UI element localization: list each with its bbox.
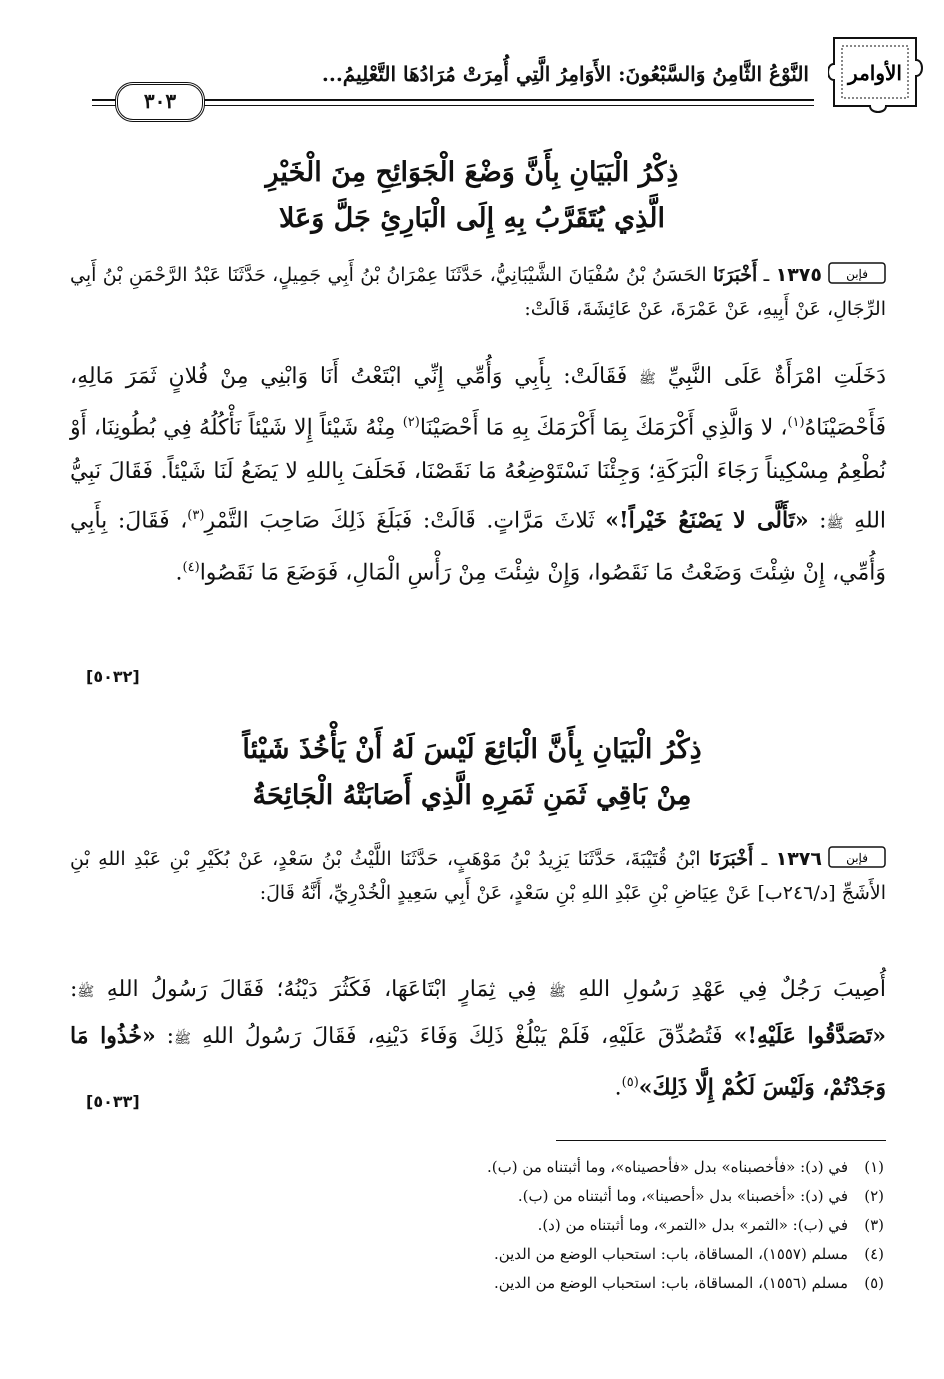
matn-text: . <box>614 1075 622 1101</box>
section-heading <box>80 727 864 819</box>
matn-text: : <box>166 1024 175 1049</box>
footnote <box>364 1240 884 1269</box>
akhbarana: أَخْبَرَنَا <box>708 848 754 870</box>
akhbarana: أَخْبَرَنَا <box>713 264 758 286</box>
salutation: ﷺ <box>77 984 95 1000</box>
matn-text: : <box>70 977 78 1002</box>
isnad-paragraph: فإبن ١٣٧٦ ـ أَخْبَرَنَا ابْنُ قُتَيْبَةَ، حَدَّثَنَا يَزِيدُ بْنُ مَوْهَبٍ، حَدَّثَنَا اللَّيْثُ بْنُ سَعْدٍ، عَنْ بُكَيْرِ بْنِ عَبْدِ اللهِ بْنِ الأَشَجِّ [د/٢٤٦ب] عَنْ عِيَاضِ بْنِ عَبْدِ اللهِ بْنِ سَعْدٍ، عَنْ أَبِي سَعِيدٍ الْخُدْرِيِّ، أَنَّهُ قَالَ: <box>70 842 886 910</box>
matn-paragraph <box>70 968 886 1110</box>
footnote-number: (٣) <box>864 1216 884 1234</box>
heading-line: ذِكْرُ الْبَيَانِ بِأَنَّ وَضْعَ الْجَوَائِحِ مِنَ الْخَيْرِ <box>265 157 679 188</box>
footnote-text: مسلم (١٥٥٦)، المساقاة، باب: استحباب الوضع من الدين. <box>493 1274 848 1292</box>
matn-text: أُصِيبَ رَجُلٌ فِي عَهْدِ رَسُولِ اللهِ <box>578 977 887 1002</box>
footnote-text: في (د): «فأخصبناه» بدل «فأحصيناه»، وما أثبتناه من (ب). <box>486 1158 848 1176</box>
footnote <box>364 1211 884 1240</box>
matn-text: . <box>175 559 183 585</box>
hadith-number: ١٣٧٥ <box>775 264 822 286</box>
chapter-seal-label: الأوامر <box>848 61 902 85</box>
chapter-seal-icon <box>828 30 926 114</box>
footnote-separator <box>556 1140 886 1141</box>
hadith-number: ١٣٧٦ <box>775 848 822 870</box>
hadith-marker-icon <box>828 261 886 285</box>
prophet-quote: «خُذُوا مَا وَجَدْتُمْ، وَلَيْسَ لَكُمْ إِلَّا ذَلِكَ» <box>70 1023 886 1101</box>
matn-text: فَتُصُدِّقَ عَلَيْهِ، فَلَمْ يَبْلُغْ ذَلِكَ وَفَاءَ دَيْنِهِ، فَقَالَ رَسُولُ اللهِ <box>201 1024 723 1049</box>
reference-number: [٥٠٣٣] <box>86 1092 140 1111</box>
matn-text: مِنْهُ شَيْئاً إِلا شَيْئاً نَأْكُلُهُ فِي بُطُونِنَا، أَوْ نُطْعِمُ مِسْكِيناً رَجَاءَ الْبَرَكَةِ؛ وَجِئْنَا نَسْتَوْضِعُهُ مَا نَقَصْنَا، فَحَلَفَ بِاللهِ لا يَضَعُ لَنَا شَيْئاً. فَقَالَ نَبِيُّ اللهِ <box>70 415 887 534</box>
footnote-ref: (٥) <box>621 1075 639 1090</box>
isnad-paragraph: فإبن ١٣٧٥ ـ أَخْبَرَنَا الحَسَنُ بْنُ سُفْيَانَ الشَّيْبَانِيُّ، حَدَّثَنَا عِمْرَانُ بْنُ أَبِي جَمِيلٍ، حَدَّثَنَا عَبْدُ الرَّحْمَنِ بْنُ أَبِي الرِّجَالِ، عَنْ أَبِيهِ، عَنْ عَمْرَةَ، عَنْ عَائِشَةَ، قَالَتْ: <box>70 258 886 326</box>
matn-text: : <box>819 508 827 534</box>
footnotes <box>364 1153 884 1298</box>
reference-number: [٥٠٣٢] <box>86 667 140 686</box>
matn-text: فَقَالَتْ: بِأَبِي وَأُمِّي إِنِّي ابْتَعْتُ أَنَا وَابْنِي مِنْ فُلانٍ ثَمَرَ مَالِهِ، فَأَحْصَيْنَاهُ <box>70 364 887 441</box>
hadith-marker-label: فإبن <box>846 851 868 865</box>
prophet-quote: «تَأَلَّى لا يَصْنَعُ خَيْراً!» <box>605 507 809 534</box>
footnote <box>364 1182 884 1211</box>
matn-paragraph <box>70 355 886 595</box>
footnote-ref: (٤) <box>182 559 200 575</box>
isnad-text: الحَسَنُ بْنُ سُفْيَانَ الشَّيْبَانِيُّ، حَدَّثَنَا عِمْرَانُ بْنُ أَبِي جَمِيلٍ، حَدَّثَنَا عَبْدُ الرَّحْمَنِ بْنُ أَبِي الرِّجَالِ، عَنْ أَبِيهِ، عَنْ عَمْرَةَ، عَنْ عَائِشَةَ، قَالَتْ: <box>70 264 886 320</box>
prophet-quote: «تَصَدَّقُوا عَلَيْهِ!» <box>733 1023 886 1049</box>
footnote <box>364 1153 884 1182</box>
footnote-number: (١) <box>864 1158 884 1176</box>
matn-text: ثَلاثَ مَرَّاتٍ. قَالَتْ: فَبَلَغَ ذَلِكَ صَاحِبَ التَّمْرِ <box>204 508 595 534</box>
footnote-ref: (١) <box>787 415 805 430</box>
matn-text: دَخَلَتِ امْرَأَةٌ عَلَى النَّبِيِّ <box>667 364 886 389</box>
matn-text: ، لا وَالَّذِي أَكْرَمَكَ بِمَا أَكْرَمَكَ بِهِ مَا أَحْصَيْنَا <box>419 415 788 441</box>
puzzle-seal-icon <box>828 30 926 114</box>
salutation: ﷺ <box>639 371 656 387</box>
matn-text: ، فَقَالَ: بِأَبِي وَأُمِّي، إِنْ شِئْتَ وَضَعْتُ مَا نَقَصُوا، وَإِنْ شِئْتَ مِنْ رَأْسِ الْمَالِ، فَوَضَعَ مَا نَقَصُوا <box>70 508 886 585</box>
footnote <box>364 1269 884 1298</box>
hadith-marker-label: فإبن <box>846 267 868 281</box>
footnote-text: في (د): «أخصبنا» بدل «أحصينا»، وما أثبتناه من (ب). <box>517 1187 848 1205</box>
salutation: ﷺ <box>826 515 844 532</box>
isnad-text: ابْنُ قُتَيْبَةَ، حَدَّثَنَا يَزِيدُ بْنُ مَوْهَبٍ، حَدَّثَنَا اللَّيْثُ بْنُ سَعْدٍ، عَنْ بُكَيْرِ بْنِ عَبْدِ اللهِ بْنِ الأَشَجِّ [د/٢٤٦ب] عَنْ عِيَاضِ بْنِ عَبْدِ اللهِ بْنِ سَعْدٍ، عَنْ أَبِي سَعِيدٍ الْخُدْرِيِّ، أَنَّهُ قَالَ: <box>70 848 886 904</box>
page-number: ٣٠٣ <box>115 82 205 122</box>
footnote-number: (٥) <box>864 1274 884 1292</box>
hadith-marker-icon <box>828 845 886 869</box>
heading-line: الَّذِي يُتَقَرَّبُ بِهِ إِلَى الْبَارِئِ جَلَّ وَعَلا <box>279 203 665 234</box>
section-heading <box>80 150 864 242</box>
footnote-number: (٢) <box>864 1187 884 1205</box>
heading-line: مِنْ بَاقِي ثَمَنِ ثَمَرِهِ الَّذِي أَصَابَتْهُ الْجَائِحَةُ <box>252 780 692 811</box>
salutation: ﷺ <box>174 1031 192 1047</box>
matn-text: فِي ثِمَارٍ ابْتَاعَهَا، فَكَثُرَ دَيْنُهُ؛ فَقَالَ رَسُولُ اللهِ <box>106 977 537 1002</box>
footnote-ref: (٢) <box>402 415 420 430</box>
running-title: النَّوْعُ الثَّامِنُ وَالسَّبْعُونَ: الأَوَامِرُ الَّتِي أُمِرَتْ مُرَادُهَا التَّعْلِيمُ... <box>321 62 809 86</box>
salutation: ﷺ <box>548 984 566 1000</box>
footnote-ref: (٣) <box>187 508 205 524</box>
heading-line: ذِكْرُ الْبَيَانِ بِأَنَّ الْبَائِعَ لَيْسَ لَهُ أَنْ يَأْخُذَ شَيْئاً <box>242 734 702 765</box>
footnote-text: في (ب): «الثمر» بدل «التمر»، وما أثبتناه من (د). <box>537 1216 848 1234</box>
footnote-number: (٤) <box>864 1245 884 1263</box>
footnote-text: مسلم (١٥٥٧)، المساقاة، باب: استحباب الوضع من الدين. <box>493 1245 848 1263</box>
